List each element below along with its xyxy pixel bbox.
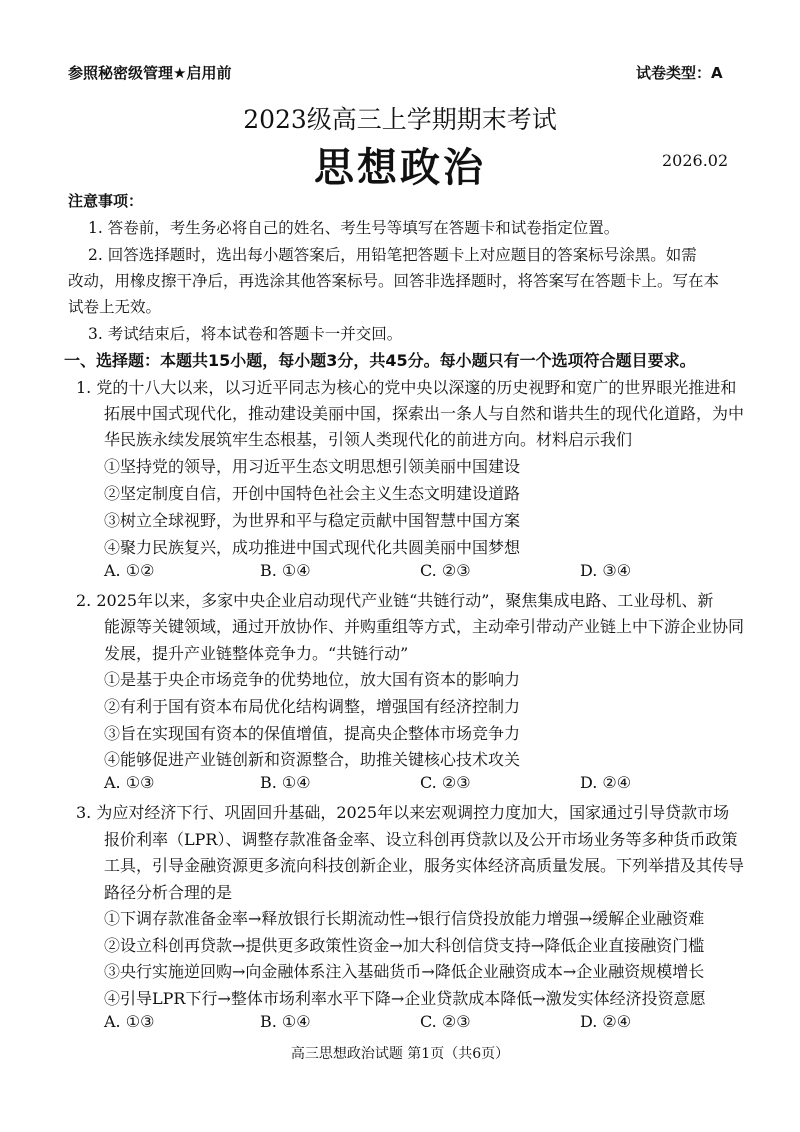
question-item: ②设立科创再贷款→提供更多政策性资金→加大科创信贷支持→降低企业直接融资门槛 (104, 936, 705, 955)
question-item: ②坚定制度自信，开创中国特色社会主义生态文明建设道路 (104, 484, 521, 503)
question-stem: 2. 2025年以来，多家中央企业启动现代产业链“共链行动”，聚焦集成电路、工业母机、新 (76, 591, 714, 610)
option-c: C. ②③ (420, 1012, 471, 1031)
option-d: D. ②④ (580, 773, 632, 792)
option-d: D. ③④ (580, 561, 632, 580)
notice-line: 改动，用橡皮擦干净后，再选涂其他答案标号。回答非选择题时，将答案写在答题卡上。写在本 (68, 272, 720, 290)
option-b: B. ①④ (260, 773, 311, 792)
question-item: ③树立全球视野，为世界和平与稳定贡献中国智慧中国方案 (104, 511, 521, 530)
notice-line: 1. 答卷前，考生务必将自己的姓名、考生号等填写在答题卡和试卷指定位置。 (88, 219, 620, 237)
option-c: C. ②③ (420, 561, 471, 580)
question-item: ①坚持党的领导，用习近平生态文明思想引领美丽中国建设 (104, 457, 521, 476)
question-stem: 华民族永续发展筑牢生态根基，引领人类现代化的前进方向。材料启示我们 (104, 430, 633, 449)
question-stem: 1. 党的十八大以来，以习近平同志为核心的党中央以深邃的历史视野和宽广的世界眼光推进和 (76, 378, 737, 397)
question-item: ③央行实施逆回购→向金融体系注入基础货币→降低企业融资成本→企业融资规模增长 (104, 962, 705, 981)
option-a: A. ①③ (104, 773, 155, 792)
option-a: A. ①③ (104, 1012, 155, 1031)
question-stem: 发展，提升产业链整体竞争力。“共链行动” (104, 644, 409, 663)
question-item: ①是基于央企市场竞争的优势地位，放大国有资本的影响力 (104, 670, 521, 689)
question-item: ④聚力民族复兴，成功推进中国式现代化共圆美丽中国梦想 (104, 538, 521, 557)
question-stem: 工具，引导金融资源更多流向科技创新企业，服务实体经济高质量发展。下列举措及其传导 (104, 856, 745, 875)
question-stem: 拓展中国式现代化，推动建设美丽中国，探索出一条人与自然和谐共生的现代化道路，为中 (104, 404, 745, 423)
notice-line: 试卷上无效。 (68, 298, 162, 316)
page-footer: 高三思想政治试题 第1页（共6页） (290, 1046, 510, 1062)
question-stem: 能源等关键领域，通过开放协作、并购重组等方式，主动牵引带动产业链上中下游企业协同 (104, 617, 745, 636)
option-a: A. ①② (104, 561, 155, 580)
notice-line: 3. 考试结束后，将本试卷和答题卡一并交回。 (88, 325, 403, 343)
question-stem: 路径分析合理的是 (104, 883, 233, 902)
option-b: B. ①④ (260, 561, 311, 580)
question-stem: 报价利率（LPR）、调整存款准备金率、设立科创再贷款以及公开市场业务等多种货币政策 (104, 830, 738, 849)
question-item: ①下调存款准备金率→释放银行长期流动性→银行信贷投放能力增强→缓解企业融资难 (104, 909, 705, 928)
subject-title: 思想政治 (314, 144, 486, 191)
question-item: ③旨在实现国有资本的保值增值，提高央企整体市场竞争力 (104, 724, 521, 743)
exam-title: 2023级高三上学期期末考试 (243, 105, 557, 134)
paper-type-label: 试卷类型：A (636, 64, 723, 82)
secrecy-label: 参照秘密级管理★启用前 (68, 64, 232, 82)
section-heading: 一、选择题：本题共15小题，每小题3分，共45分。每小题只有一个选项符合题目要求。 (64, 351, 696, 370)
question-item: ④能够促进产业链创新和资源整合，助推关键核心技术攻关 (104, 750, 521, 769)
exam-date: 2026.02 (662, 151, 729, 170)
option-d: D. ②④ (580, 1012, 632, 1031)
option-c: C. ②③ (420, 773, 471, 792)
question-stem: 3. 为应对经济下行、巩固回升基础，2025年以来宏观调控力度加大，国家通过引导贷款市场 (76, 803, 730, 822)
option-b: B. ①④ (260, 1012, 311, 1031)
question-item: ②有利于国有资本布局优化结构调整，增强国有经济控制力 (104, 697, 521, 716)
notice-heading: 注意事项： (68, 192, 144, 210)
question-item: ④引导LPR下行→整体市场利率水平下降→企业贷款成本降低→激发实体经济投资意愿 (104, 989, 706, 1008)
notice-line: 2. 回答选择题时，选出每小题答案后，用铅笔把答题卡上对应题目的答案标号涂黑。如需 (88, 246, 697, 264)
